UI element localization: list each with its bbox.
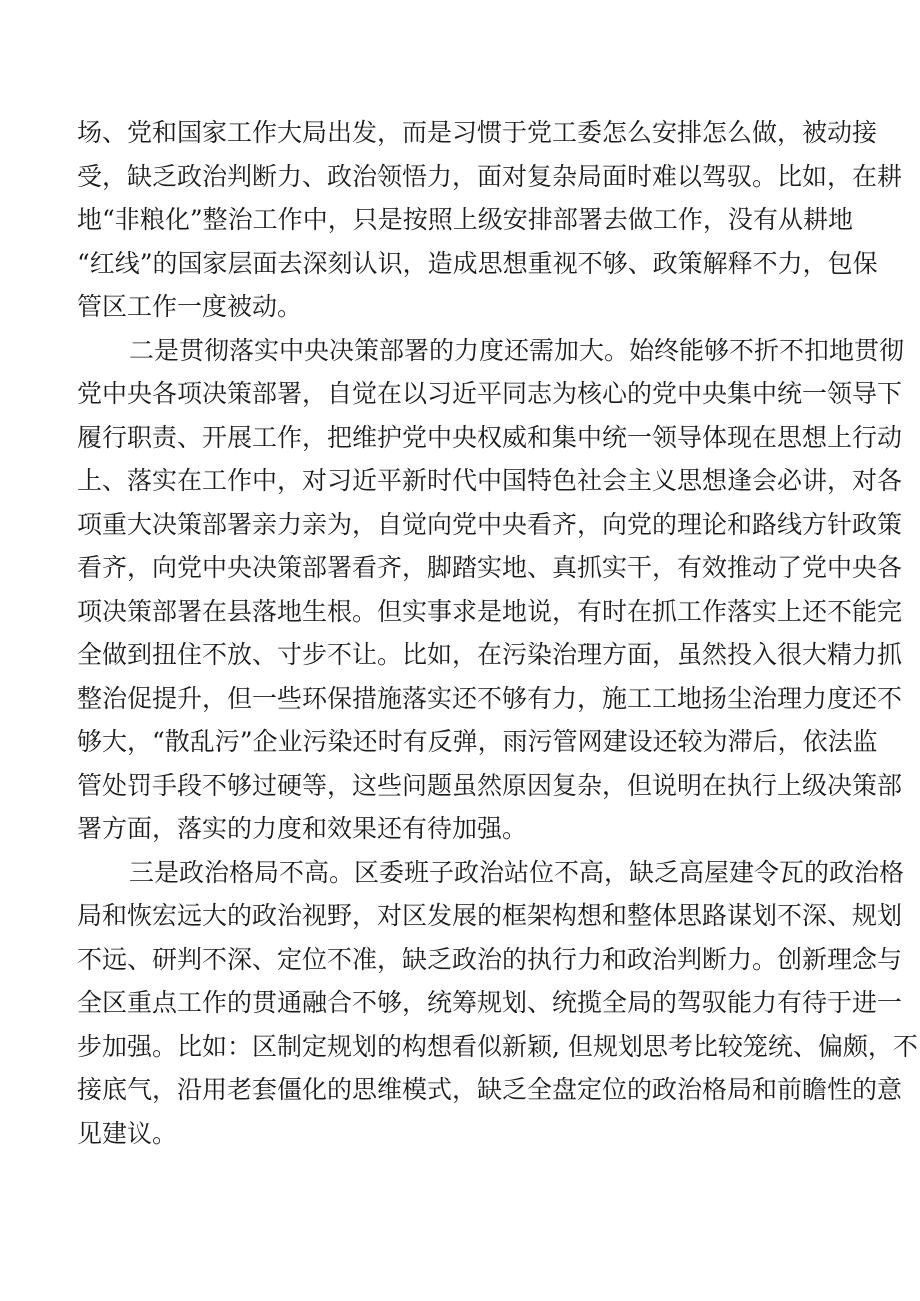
text-line: 上、落实在工作中，对习近平新时代中国特色社会主义思想逢会必讲，对各 (77, 466, 903, 495)
text-line: 看齐，向党中央决策部署看齐，脚踏实地、真抓实干，有效推动了党中央各 (77, 553, 903, 582)
text-line: 受，缺乏政治判断力、政治领悟力，面对复杂局面时难以驾驭。比如，在耕 (77, 161, 903, 191)
text-line: 步加强。比如：区制定规划的构想看似新颖, 但规划思考比较笼统、偏颇，不 (77, 1031, 918, 1061)
text-line: 场、党和国家工作大局出发，而是习惯于党工委怎么安排怎么做，被动接 (77, 118, 878, 147)
text-line: 二是贯彻落实中央决策部署的力度还需加大。始终能够不折不扣地贯彻 (129, 335, 905, 365)
paragraph-3 (77, 851, 918, 1156)
text-line: 管处罚手段不够过硬等，这些问题虽然原因复杂，但说明在执行上级决策部 (77, 770, 903, 800)
text-line: “红线”的国家层面去深刻认识，造成思想重视不够、政策解释不力，包保 (77, 248, 878, 278)
text-line: 项重大决策部署亲力亲为，自觉向党中央看齐，向党的理论和路线方针政策 (77, 509, 903, 539)
text-line: 项决策部署在县落地生根。但实事求是地说，有时在抓工作落实上还不能完 (77, 596, 903, 626)
text-line: 不远、研判不深、定位不准，缺乏政治的执行力和政治判断力。创新理念与 (77, 944, 903, 974)
text-line: 管区工作一度被动。 (77, 292, 303, 321)
paragraph-1 (77, 111, 903, 329)
text-line: 全区重点工作的贯通融合不够，统筹规划、统揽全局的驾驭能力有待于进一 (77, 988, 903, 1017)
paragraph-2 (77, 329, 905, 851)
text-line: 够大，“散乱污”企业污染还时有反弹，雨污管网建设还较为滞后，依法监 (77, 727, 878, 756)
text-line: 整治促提升，但一些环保措施落实还不够有力，施工工地扬尘治理力度还不 (77, 683, 903, 713)
text-line: 地“非粮化”整治工作中，只是按照上级安排部署去做工作，没有从耕地 (77, 205, 853, 234)
text-line: 接底气，沿用老套僵化的思维模式，缺乏全盘定位的政治格局和前瞻性的意 (77, 1075, 903, 1104)
document-body (77, 111, 918, 1155)
text-line: 局和恢宏远大的政治视野，对区发展的框架构想和整体思路谋划不深、规划 (77, 901, 903, 930)
text-line: 署方面，落实的力度和效果还有待加强。 (77, 814, 528, 843)
text-line: 党中央各项决策部署，自觉在以习近平同志为核心的党中央集中统一领导下 (77, 379, 903, 408)
text-line: 三是政治格局不高。区委班子政治站位不高，缺乏高屋建令瓦的政治格 (129, 857, 905, 887)
text-line: 履行职责、开展工作，把维护党中央权威和集中统一领导体现在思想上行动 (77, 422, 903, 452)
text-line: 见建议。 (77, 1118, 178, 1148)
text-line: 全做到扭住不放、寸步不让。比如，在污染治理方面，虽然投入很大精力抓 (77, 640, 903, 669)
